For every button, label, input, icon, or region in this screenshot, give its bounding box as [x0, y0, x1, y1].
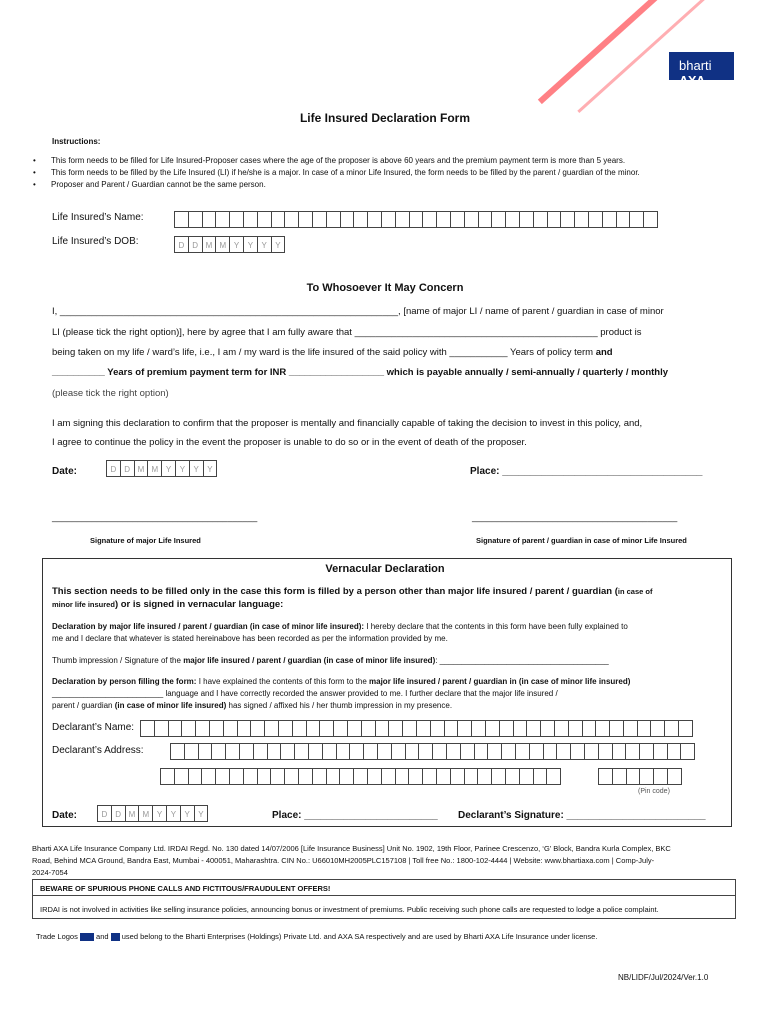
char-box[interactable]: [174, 211, 189, 228]
char-box[interactable]: [526, 720, 541, 737]
declarant-signature-field[interactable]: Declarant’s Signature: _________________________: [458, 810, 706, 821]
char-box[interactable]: [188, 768, 203, 785]
char-box[interactable]: [432, 743, 447, 760]
char-box[interactable]: [639, 768, 654, 785]
char-box[interactable]: Y: [166, 805, 181, 822]
vernacular-intro: This section needs to be filled only in the case this form is filled by a person other than major life insured / parent / guardian (in case of: [52, 586, 653, 597]
char-box[interactable]: [588, 211, 603, 228]
char-box[interactable]: [239, 743, 254, 760]
decl-major: Declaration by major life insured / parent / guardian (in case of minor life insured): I hereby declare that the contents in this form have been fully explained to: [52, 622, 628, 631]
char-box[interactable]: [308, 743, 323, 760]
char-box[interactable]: [202, 211, 217, 228]
char-box[interactable]: [280, 743, 295, 760]
char-box[interactable]: [278, 720, 293, 737]
char-box[interactable]: [612, 743, 627, 760]
concern-heading: To Whosoever It May Concern: [306, 282, 464, 294]
char-box[interactable]: [485, 720, 500, 737]
char-box[interactable]: [582, 720, 597, 737]
char-box[interactable]: [243, 768, 258, 785]
char-box[interactable]: D: [106, 460, 121, 477]
char-box[interactable]: [367, 211, 382, 228]
axa-logo-icon: [111, 933, 120, 941]
char-box[interactable]: Y: [271, 236, 286, 253]
char-box[interactable]: [450, 211, 465, 228]
char-box[interactable]: [643, 211, 658, 228]
char-box[interactable]: [270, 768, 285, 785]
form-version: NB/LIDF/Jul/2024/Ver.1.0: [618, 973, 709, 982]
concern-line: I, ________________________________________________________________, [name of major LI / name of parent / guardian in case of minor: [52, 306, 664, 317]
char-box[interactable]: [533, 768, 548, 785]
char-box[interactable]: [298, 211, 313, 228]
char-box[interactable]: Y: [152, 805, 167, 822]
vernacular-place-field[interactable]: Place: ________________________: [272, 810, 438, 821]
char-box[interactable]: [546, 768, 561, 785]
char-box[interactable]: [477, 768, 492, 785]
char-box[interactable]: [215, 768, 230, 785]
char-box[interactable]: [491, 211, 506, 228]
irdai-notice: IRDAI is not involved in activities like selling insurance policies, announcing bonus or investment of premiums. Public receiving such phone calls are requested to lodge a police complaint.: [40, 905, 659, 914]
char-box[interactable]: [306, 720, 321, 737]
char-box[interactable]: [353, 211, 368, 228]
form-title: Life Insured Declaration Form: [299, 111, 471, 125]
char-box[interactable]: [529, 743, 544, 760]
warning-box: [32, 879, 736, 919]
char-box[interactable]: [184, 743, 199, 760]
char-box[interactable]: D: [188, 236, 203, 253]
vernacular-date-label: Date:: [52, 810, 78, 821]
bharti-logo-icon: [80, 933, 94, 941]
char-box[interactable]: [312, 768, 327, 785]
char-box[interactable]: [560, 211, 575, 228]
char-box[interactable]: [554, 720, 569, 737]
char-box[interactable]: [568, 720, 583, 737]
char-box[interactable]: [474, 743, 489, 760]
char-box[interactable]: [450, 768, 465, 785]
date-input[interactable]: [106, 460, 216, 477]
char-box[interactable]: [381, 211, 396, 228]
char-box[interactable]: [678, 720, 693, 737]
char-box[interactable]: [499, 720, 514, 737]
char-box[interactable]: [533, 211, 548, 228]
char-box[interactable]: [340, 211, 355, 228]
li-name-input[interactable]: [174, 211, 657, 228]
logo-text: bharti: [679, 58, 712, 73]
char-box[interactable]: [626, 768, 641, 785]
char-box[interactable]: [487, 743, 502, 760]
li-dob-label: Life Insured’s DOB:: [52, 236, 139, 247]
char-box[interactable]: D: [97, 805, 112, 822]
char-box[interactable]: [446, 743, 461, 760]
char-box[interactable]: Y: [203, 460, 218, 477]
char-box[interactable]: [598, 768, 613, 785]
char-box[interactable]: [653, 743, 668, 760]
char-box[interactable]: [353, 768, 368, 785]
char-box[interactable]: [471, 720, 486, 737]
char-box[interactable]: [637, 720, 652, 737]
char-box[interactable]: [570, 743, 585, 760]
char-box[interactable]: [229, 768, 244, 785]
declarant-address-input-2[interactable]: [160, 768, 560, 785]
signature-line[interactable]: _________________________________________: [472, 512, 678, 522]
char-box[interactable]: [367, 768, 382, 785]
char-box[interactable]: [650, 720, 665, 737]
char-box[interactable]: [556, 743, 571, 760]
place-field[interactable]: Place: ____________________________________: [470, 466, 703, 477]
instruction-item: • Proposer and Parent / Guardian cannot be the same person.: [33, 180, 266, 189]
char-box[interactable]: [209, 720, 224, 737]
char-box[interactable]: [501, 743, 516, 760]
char-box[interactable]: [391, 743, 406, 760]
vernacular-intro: minor life insured) or is signed in vernacular language:: [52, 599, 284, 610]
char-box[interactable]: [326, 768, 341, 785]
char-box[interactable]: [616, 211, 631, 228]
vernacular-date-input[interactable]: [97, 805, 207, 822]
char-box[interactable]: [519, 768, 534, 785]
char-box[interactable]: [436, 211, 451, 228]
char-box[interactable]: [375, 720, 390, 737]
char-box[interactable]: [505, 211, 520, 228]
char-box[interactable]: [229, 211, 244, 228]
char-box[interactable]: [264, 720, 279, 737]
declarant-name-label: Declarant’s Name:: [52, 722, 135, 733]
char-box[interactable]: [181, 720, 196, 737]
char-box[interactable]: [160, 768, 175, 785]
thumb-impression[interactable]: Thumb impression / Signature of the major life insured / parent / guardian (in case of minor life insured): ______________________________________: [52, 656, 609, 665]
char-box[interactable]: [519, 211, 534, 228]
char-box[interactable]: D: [111, 805, 126, 822]
char-box[interactable]: [211, 743, 226, 760]
company-info: Bharti AXA Life Insurance Company Ltd. IRDAI Regd. No. 130 dated 14/07/2006 [Life Insurance Business] Unit No. 1902, 19th Floor, Parinee Crescenzo, ‘G’ Block, Bandra Kurla Complex, BKC Road, Behind MCA Ground, Bandra East, Mumbai - 400051, Maharashtra. CIN No.: U66010MH2005PLC157108 | Toll free No.: 1800-102-4444 | Website: www.bhartiaxa.com | Comp-July- 2024-7054: [32, 844, 671, 877]
char-box[interactable]: [625, 743, 640, 760]
char-box[interactable]: [653, 768, 668, 785]
char-box[interactable]: [574, 211, 589, 228]
char-box[interactable]: [667, 768, 682, 785]
pin-code-input[interactable]: [598, 768, 681, 785]
char-box[interactable]: [168, 720, 183, 737]
declarant-address-input[interactable]: [170, 743, 694, 760]
char-box[interactable]: [170, 743, 185, 760]
char-box[interactable]: [298, 768, 313, 785]
char-box[interactable]: [271, 211, 286, 228]
signature-line[interactable]: _________________________________________: [52, 512, 258, 522]
char-box[interactable]: [405, 743, 420, 760]
char-box[interactable]: [257, 768, 272, 785]
char-box[interactable]: [460, 743, 475, 760]
char-box[interactable]: [201, 768, 216, 785]
char-box[interactable]: [333, 720, 348, 737]
char-box[interactable]: [326, 211, 341, 228]
declarant-address-label: Declarant’s Address:: [52, 745, 144, 756]
concern-line: I agree to continue the policy in the event the proposer is unable to do so or in the event of death of the proposer.: [52, 437, 527, 448]
char-box[interactable]: [416, 720, 431, 737]
char-box[interactable]: [188, 211, 203, 228]
char-box[interactable]: [430, 720, 445, 737]
char-box[interactable]: [140, 720, 155, 737]
char-box[interactable]: [543, 743, 558, 760]
char-box[interactable]: M: [215, 236, 230, 253]
char-box[interactable]: [612, 768, 627, 785]
char-box[interactable]: [547, 211, 562, 228]
instruction-item: • This form needs to be filled by the Life Insured (LI) if he/she is a major. In case of a minor Life Insured, the form needs to be filled by the parent / guardian of the minor.: [33, 168, 640, 177]
char-box[interactable]: [436, 768, 451, 785]
char-box[interactable]: [598, 743, 613, 760]
concern-line: I am signing this declaration to confirm that the proposer is mentally and financially capable of taking the decision to invest in this policy, and,: [52, 418, 643, 429]
concern-line: being taken on my life / ward’s life, i.e., I am / my ward is the life insured of the said policy with ___________ Years of policy term and: [52, 347, 613, 358]
warning-title: BEWARE OF SPURIOUS PHONE CALLS AND FICTITOUS/FRAUDULENT OFFERS!: [40, 884, 331, 893]
char-box[interactable]: Y: [180, 805, 195, 822]
vernacular-title: Vernacular Declaration: [325, 563, 445, 575]
char-box[interactable]: [347, 720, 362, 737]
char-box[interactable]: [215, 211, 230, 228]
char-box[interactable]: [395, 768, 410, 785]
char-box[interactable]: [243, 211, 258, 228]
char-box[interactable]: M: [147, 460, 162, 477]
char-box[interactable]: [294, 743, 309, 760]
char-box[interactable]: [339, 768, 354, 785]
char-box[interactable]: M: [125, 805, 140, 822]
decl-filler: parent / guardian (in case of minor life insured) has signed / affixed his / her thumb impression in my presence.: [52, 701, 453, 710]
char-box[interactable]: M: [138, 805, 153, 822]
char-box[interactable]: [408, 768, 423, 785]
logo-axa: AXA: [679, 73, 705, 88]
char-box[interactable]: [513, 720, 528, 737]
char-box[interactable]: [361, 720, 376, 737]
char-box[interactable]: [322, 743, 337, 760]
instruction-item: • This form needs to be filled for Life Insured-Proposer cases where the age of the proposer is above 60 years and the premium payment term is more than 5 years.: [33, 156, 625, 165]
char-box[interactable]: [491, 768, 506, 785]
instructions-label: Instructions:: [52, 137, 101, 146]
char-box[interactable]: [444, 720, 459, 737]
char-box[interactable]: [422, 768, 437, 785]
char-box[interactable]: [515, 743, 530, 760]
char-box[interactable]: [223, 720, 238, 737]
li-dob-input[interactable]: [174, 236, 284, 253]
char-box[interactable]: [154, 720, 169, 737]
char-box[interactable]: [667, 743, 682, 760]
concern-line: LI (please tick the right option)], here by agree that I am fully aware that ______________________________________________ product is: [52, 327, 642, 338]
decl-filler: _________________________ language and I have correctly recorded the answer provided to me. I further declare that the major life insured /: [52, 689, 558, 698]
char-box[interactable]: Y: [161, 460, 176, 477]
char-box[interactable]: M: [202, 236, 217, 253]
char-box[interactable]: [319, 720, 334, 737]
char-box[interactable]: [464, 768, 479, 785]
decl-major: me and I declare that whatever is stated hereinabove has been recorded as per the information provided by me.: [52, 634, 448, 643]
char-box[interactable]: Y: [243, 236, 258, 253]
char-box[interactable]: [664, 720, 679, 737]
concern-line: __________ Years of premium payment term for INR __________________ which is payable annually / semi-annually / quarterly / monthly: [52, 367, 669, 378]
char-box[interactable]: [174, 768, 189, 785]
char-box[interactable]: [388, 720, 403, 737]
char-box[interactable]: [505, 768, 520, 785]
char-box[interactable]: [363, 743, 378, 760]
char-box[interactable]: [639, 743, 654, 760]
char-box[interactable]: [623, 720, 638, 737]
concern-line: (please tick the right option): [52, 388, 169, 399]
char-box[interactable]: [349, 743, 364, 760]
char-box[interactable]: D: [120, 460, 135, 477]
char-box[interactable]: [257, 211, 272, 228]
char-box[interactable]: Y: [194, 805, 209, 822]
char-box[interactable]: [402, 720, 417, 737]
char-box[interactable]: Y: [257, 236, 272, 253]
char-box[interactable]: [381, 768, 396, 785]
char-box[interactable]: [237, 720, 252, 737]
char-box[interactable]: [602, 211, 617, 228]
char-box[interactable]: [195, 720, 210, 737]
char-box[interactable]: Y: [189, 460, 204, 477]
declarant-name-input[interactable]: [140, 720, 692, 737]
trade-logos-note: Trade Logos and used belong to the Bharti Enterprises (Holdings) Private Ltd. and AXA SA respectively and are used by Bharti AXA Life Insurance under license.: [36, 932, 598, 941]
char-box[interactable]: [292, 720, 307, 737]
char-box[interactable]: [284, 768, 299, 785]
char-box[interactable]: [609, 720, 624, 737]
date-label: Date:: [52, 466, 78, 477]
pin-code-label: (Pin code): [638, 788, 670, 795]
char-box[interactable]: [267, 743, 282, 760]
decl-filler: Declaration by person filling the form: I have explained the contents of this form to the major life insured / parent / guardian in (in case of minor life insured): [52, 677, 631, 686]
li-name-label: Life Insured’s Name:: [52, 212, 144, 223]
char-box[interactable]: [312, 211, 327, 228]
char-box[interactable]: [253, 743, 268, 760]
char-box[interactable]: [464, 211, 479, 228]
char-box[interactable]: [595, 720, 610, 737]
char-box[interactable]: [409, 211, 424, 228]
char-box[interactable]: [250, 720, 265, 737]
char-box[interactable]: [377, 743, 392, 760]
char-box[interactable]: [198, 743, 213, 760]
char-box[interactable]: [284, 211, 299, 228]
char-box[interactable]: [540, 720, 555, 737]
char-box[interactable]: [584, 743, 599, 760]
char-box[interactable]: [457, 720, 472, 737]
char-box[interactable]: [336, 743, 351, 760]
char-box[interactable]: M: [134, 460, 149, 477]
char-box[interactable]: Y: [175, 460, 190, 477]
char-box[interactable]: D: [174, 236, 189, 253]
sig-major-label: Signature of major Life Insured: [90, 536, 201, 545]
sig-parent-label: Signature of parent / guardian in case of minor Life Insured: [476, 536, 687, 545]
char-box[interactable]: [225, 743, 240, 760]
bharti-axa-logo: [669, 52, 734, 88]
char-box[interactable]: [680, 743, 695, 760]
char-box[interactable]: [395, 211, 410, 228]
char-box[interactable]: [418, 743, 433, 760]
char-box[interactable]: [478, 211, 493, 228]
char-box[interactable]: [422, 211, 437, 228]
char-box[interactable]: [629, 211, 644, 228]
char-box[interactable]: Y: [229, 236, 244, 253]
